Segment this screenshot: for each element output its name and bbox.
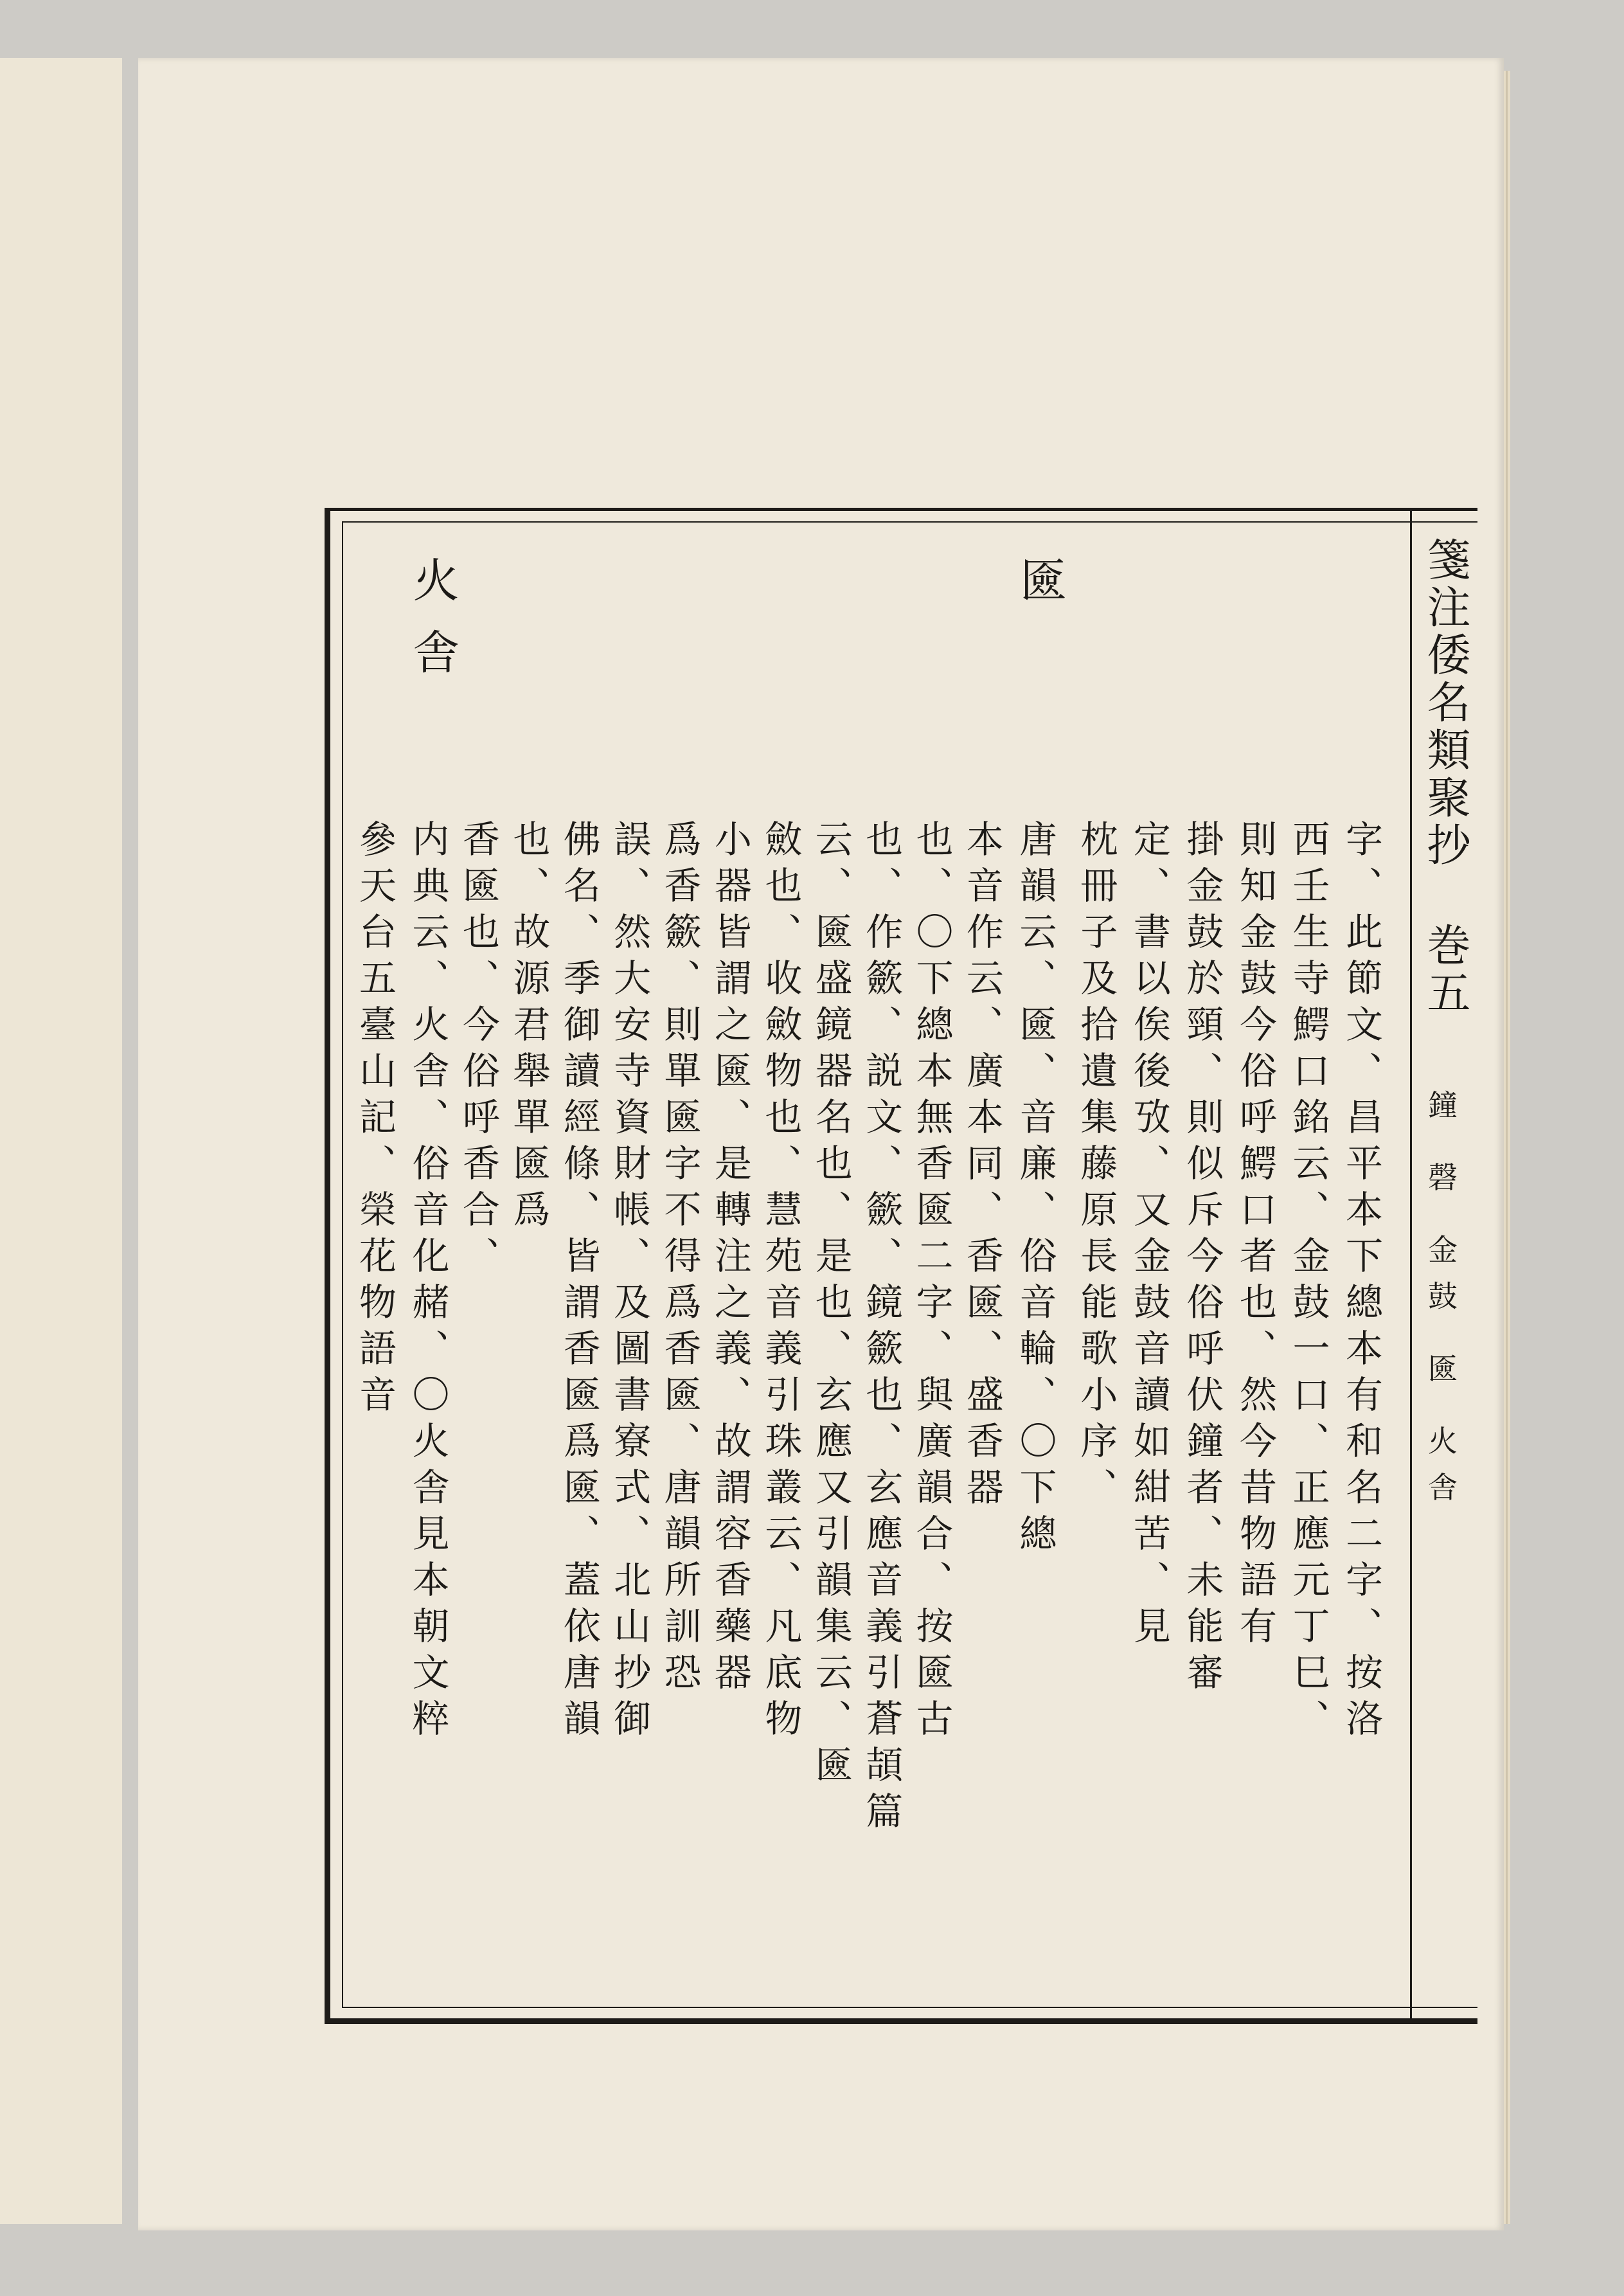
text-column-7: 唐韻云、匳、音廉、俗音輪、〇下總 <box>1013 820 1057 1560</box>
text-column-20: 參天台五臺山記、榮花物語音 <box>353 820 397 1421</box>
entry-kyo-heading: 匳 <box>1012 556 1067 628</box>
text-column-8: 本音作云、廣本同、香匳、盛香器 <box>959 820 1004 1514</box>
volume-number: 巻五 <box>1420 922 1470 1018</box>
text-column-2: 西壬生寺鰐口銘云、金鼓一口、正應元丁巳、 <box>1286 820 1330 1745</box>
text-column-11: 云、匳盛鏡器名也、是也、玄應又引韻集云、匳 <box>808 820 853 1791</box>
gutter-divider <box>1410 511 1412 2018</box>
text-column-17: 也、故源君舉單匳爲 <box>506 820 551 1236</box>
book-title: 箋注倭名類聚抄 <box>1420 537 1470 870</box>
left-page <box>0 58 122 2224</box>
text-column-14: 爲香籨、則單匳字不得爲香匳、唐韻所訓恐 <box>657 820 702 1699</box>
text-column-19: 内典云、火舎、俗音化赭、〇火舎見本朝文粹 <box>406 820 450 1745</box>
entry-kasha-heading: 火舎 <box>405 556 460 700</box>
text-column-16: 佛名、季御讀經條、皆謂香匳爲匳、蓋依唐韻 <box>557 820 601 1745</box>
text-column-9: 也、〇下總本無香匳二字、與廣韻合、按匳古 <box>909 820 954 1745</box>
text-column-18: 香匳也、今俗呼香合、 <box>456 820 500 1282</box>
section-terms: 鐘 磬 金鼓 匳 火舎 <box>1423 1090 1458 1518</box>
text-column-12: 斂也、收斂物也、慧苑音義引珠叢云、凡底物 <box>758 820 803 1745</box>
text-column-5: 定、書以俟後攷、又金鼓音讀如紺苦、見 <box>1127 820 1171 1653</box>
text-frame <box>325 508 1477 2024</box>
text-column-13: 小器皆謂之匳、是轉注之義、故謂容香藥器 <box>708 820 752 1699</box>
text-column-15: 誤、然大安寺資財帳、及圖書寮式、北山抄御 <box>607 820 652 1745</box>
text-column-3: 則知金鼓今俗呼鰐口者也、然今昔物語有 <box>1233 820 1277 1653</box>
text-column-1: 字、此節文、昌平本下總本有和名二字、按洛 <box>1339 820 1383 1745</box>
text-column-4: 掛金鼓於頸、則似斥今俗呼伏鐘者、未能審 <box>1180 820 1224 1699</box>
text-column-10: 也、作籨、説文、籨、鏡籨也、玄應音義引蒼頡篇 <box>859 820 904 1838</box>
text-column-6: 枕冊子及拾遺集藤原長能歌小序、 <box>1074 820 1118 1514</box>
